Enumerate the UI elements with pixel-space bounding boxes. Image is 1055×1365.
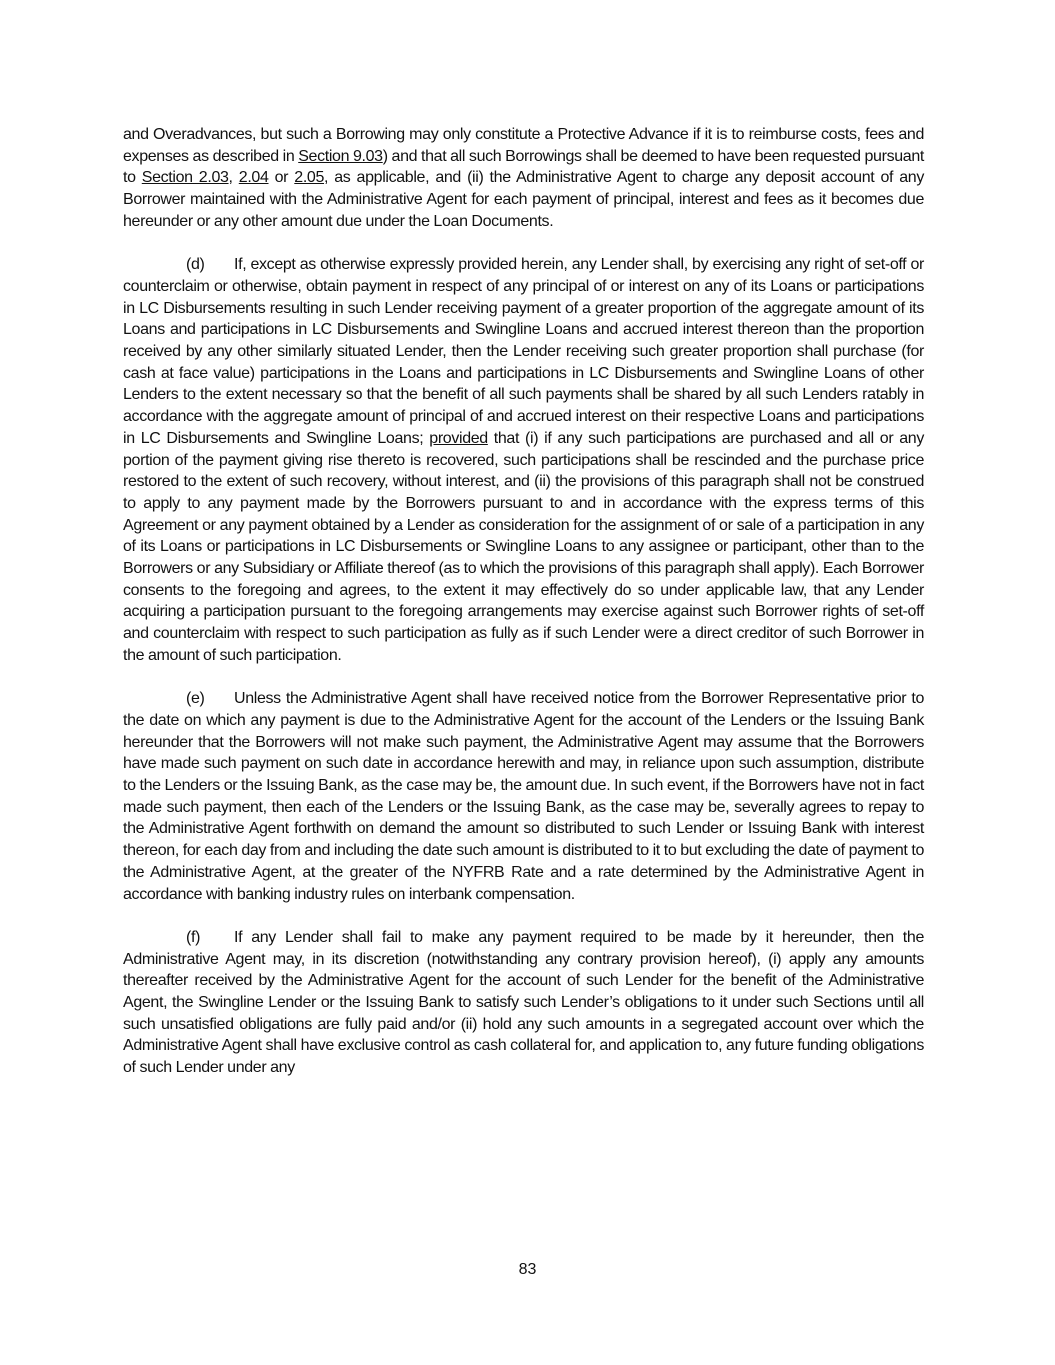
paragraph-f <box>123 927 924 1079</box>
paragraph-d-text-1: If, except as otherwise expressly provided herein, any Lender shall, by exercising any right of set-off or counterclaim or otherwise, obtain payment in respect of any principal of or interest on any of its Loans or participations in LC Disbursements resulting in such Lender receiving payment of a greater proportion of the aggregate amount of its Loans and participations in LC Disbursements and Swingline Loans and accrued interest thereon than the proportion received by any other similarly situated Lender, then the Lender receiving such greater proportion shall purchase (for cash at face value) participations in the Loans and participations in LC Disbursements and Swingline Loans of other Lenders to the extent necessary so that the benefit of all such payments shall be shared by all such Lenders ratably in accordance with the aggregate amount of principal of and accrued interest on their respective Loans and participations in LC Disbursements and Swingline Loans; <box>123 256 924 447</box>
paragraph-c-text-1: and Overadvances, but such a Borrowing may only constitute a Protective Advance if it is to reimburse costs, fees and expenses as described in <box>123 126 924 165</box>
paragraph-c-text-4: or <box>268 169 295 187</box>
section-2-04-reference: 2.04 <box>238 169 269 187</box>
paragraph-f-text: If any Lender shall fail to make any payment required to be made by it hereunder, then the Administrative Agent may, in its discretion (notwithstanding any contrary provision hereof), (i) apply any amounts thereafter received by the Administrative Agent for the account of such Lender for the benefit of the Administrative Agent, the Swingline Lender or the Issuing Bank to satisfy such Lender’s obligations to it under such Sections until all such unsatisfied obligations are fully paid and/or (ii) hold any such amounts in a segregated account over which the Administrative Agent shall have exclusive control as cash collateral for, and application to, any future funding obligations of such Lender under any <box>123 928 924 1077</box>
paragraph-c-text-5: , as applicable, and (ii) the Administrative Agent to charge any deposit account of any Borrower maintained with the Administrative Agent for each payment of principal, interest and fees as it becomes due hereunder or any other amount due under the Loan Documents. <box>123 169 924 230</box>
paragraph-d-label: (d) <box>186 256 205 274</box>
page-number: 83 <box>518 1261 537 1278</box>
paragraph-d <box>123 254 924 666</box>
provided-proviso: provided <box>429 429 488 447</box>
paragraph-f-label: (f) <box>186 928 201 946</box>
document-page <box>123 124 924 1101</box>
section-2-05-reference: 2.05 <box>294 169 325 187</box>
paragraph-c-text-2: ) and that all such Borrowings shall be deemed to have been requested pursuant to <box>123 147 924 187</box>
paragraph-e-label: (e) <box>186 690 205 708</box>
paragraph-e <box>123 688 924 905</box>
paragraph-c-continuation <box>123 124 924 233</box>
paragraph-e-text: Unless the Administrative Agent shall have received notice from the Borrower Representative prior to the date on which any payment is due to the Administrative Agent for the account of the Lenders or the Issuing Bank hereunder that the Borrowers will not make such payment, the Administrative Agent may assume that the Borrowers have made such payment on such date in accordance herewith and may, in reliance upon such assumption, distribute to the Lenders or the Issuing Bank, as the case may be, the amount due. In such event, if the Borrowers have not in fact made such payment, then each of the Lenders or the Issuing Bank, as the case may be, severally agrees to repay to the Administrative Agent forthwith on demand the amount so distributed to such Lender or Issuing Bank with interest thereon, for each day from and including the date such amount is distributed to it to but excluding the date of payment to the Administrative Agent, at the greater of the NYFRB Rate and a rate determined by the Administrative Agent in accordance with banking industry rules on interbank compensation. <box>123 690 924 903</box>
paragraph-c-text-3: , <box>228 169 239 187</box>
section-9-03-reference: Section 9.03 <box>298 147 383 165</box>
section-2-03-reference: Section 2.03 <box>141 169 229 187</box>
paragraph-d-text-2: that (i) if any such participations are purchased and all or any portion of the payment giving rise thereto is recovered, such participations shall be rescinded and the purchase price restored to the extent of such recovery, without interest, and (ii) the provisions of this paragraph shall not be construed to apply to any payment made by the Borrowers pursuant to and in accordance with the express terms of this Agreement or any payment obtained by a Lender as consideration for the assignment of or sale of a participation in any of its Loans or participations in LC Disbursements or Swingline Loans to any assignee or participant, other than to the Borrowers or any Subsidiary or Affiliate thereof (as to which the provisions of this paragraph shall apply). Each Borrower consents to the foregoing and agrees, to the extent it may effectively do so under applicable law, that any Lender acquiring a participation pursuant to the foregoing arrangements may exercise against such Borrower rights of set-off and counterclaim with respect to such participation as fully as if such Lender were a direct creditor of such Borrower in the amount of such participation. <box>123 429 924 664</box>
